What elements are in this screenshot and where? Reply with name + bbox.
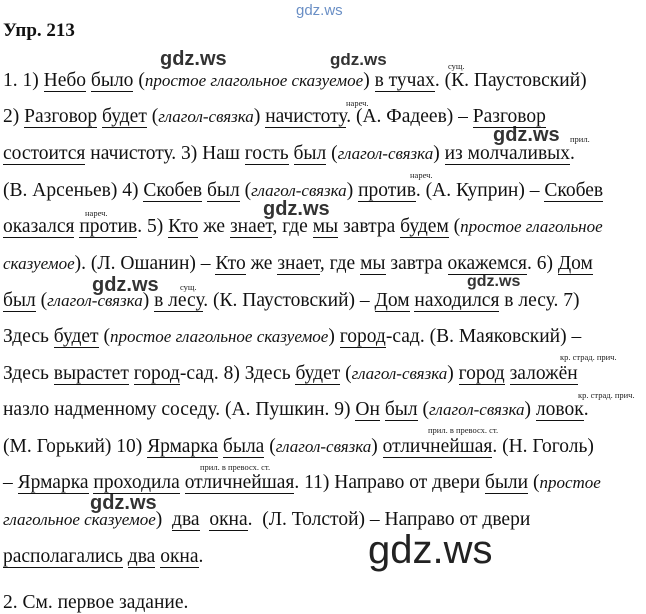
text-line: был (глагол-связка) в лесу. (К. Паустовский) – Дом находился в лесу. 7) (3, 290, 580, 311)
mark-adverb: нареч. (85, 208, 108, 218)
text-line: глагольное сказуемое) два окна. (Л. Толстой) – Направо от двери (3, 509, 531, 530)
text-line: Здесь будет (простое глагольное сказуемое) город-сад. (В. Маяковский) – (3, 326, 582, 347)
mark-adverb: нареч. (346, 98, 369, 108)
mark-superlative: прил. в превосх. ст. (200, 462, 271, 472)
text-line: 1. 1) Небо было (простое глагольное сказуемое) в тучах. (К. Паустовский) (3, 70, 587, 91)
text-line: назло надменному соседу. (А. Пушкин. 9) Он был (глагол-связка) ловок. (3, 399, 589, 420)
mark-noun: сущ. (448, 61, 465, 71)
text-line: сказуемое). (Л. Ошанин) – Кто же знает, где мы завтра окажемся. 6) Дом (3, 253, 593, 274)
exercise-title: Упр. 213 (3, 20, 75, 41)
text-line: 2) Разговор будет (глагол-связка) начистоту. (А. Фадеев) – Разговор (3, 106, 546, 127)
text-line: Здесь вырастет город-сад. 8) Здесь будет (глагол-связка) город заложён (3, 363, 578, 384)
watermark: gdz.ws (160, 48, 227, 70)
text-line: (М. Горький) 10) Ярмарка была (глагол-связка) отличнейшая. (Н. Гоголь) (3, 436, 594, 457)
text-line: (В. Арсеньев) 4) Скобев был (глагол-связка) против. (А. Куприн) – Скобев (3, 180, 604, 201)
text-line: состоится начистоту. 3) Наш гость был (глагол-связка) из молчаливых. (3, 143, 575, 164)
text-line: – Ярмарка проходила отличнейшая. 11) Направо от двери были (простое (3, 472, 601, 493)
watermark-large: gdz.ws (368, 528, 493, 572)
mark-noun: сущ. (180, 282, 197, 292)
watermark: gdz.ws (92, 274, 159, 296)
text-line: оказался против. 5) Кто же знает, где мы завтра будем (простое глагольное (3, 216, 603, 237)
mark-participle: кр. страд. прич. (560, 352, 617, 362)
watermark: gdz.ws (493, 124, 560, 146)
text-line: располагались два окна. (3, 546, 204, 567)
watermark: gdz.ws (90, 492, 157, 514)
watermark: gdz.ws (467, 273, 521, 290)
mark-participle: кр. страд. прич. (578, 390, 635, 400)
watermark-top: gdz.ws (296, 2, 343, 19)
footer-text: 2. См. первое задание. (3, 592, 189, 613)
mark-adj: прил. (570, 134, 590, 144)
mark-adverb: нареч. (410, 170, 433, 180)
watermark: gdz.ws (263, 198, 330, 220)
mark-superlative: прил. в превосх. ст. (428, 425, 499, 435)
watermark: gdz.ws (330, 50, 387, 69)
